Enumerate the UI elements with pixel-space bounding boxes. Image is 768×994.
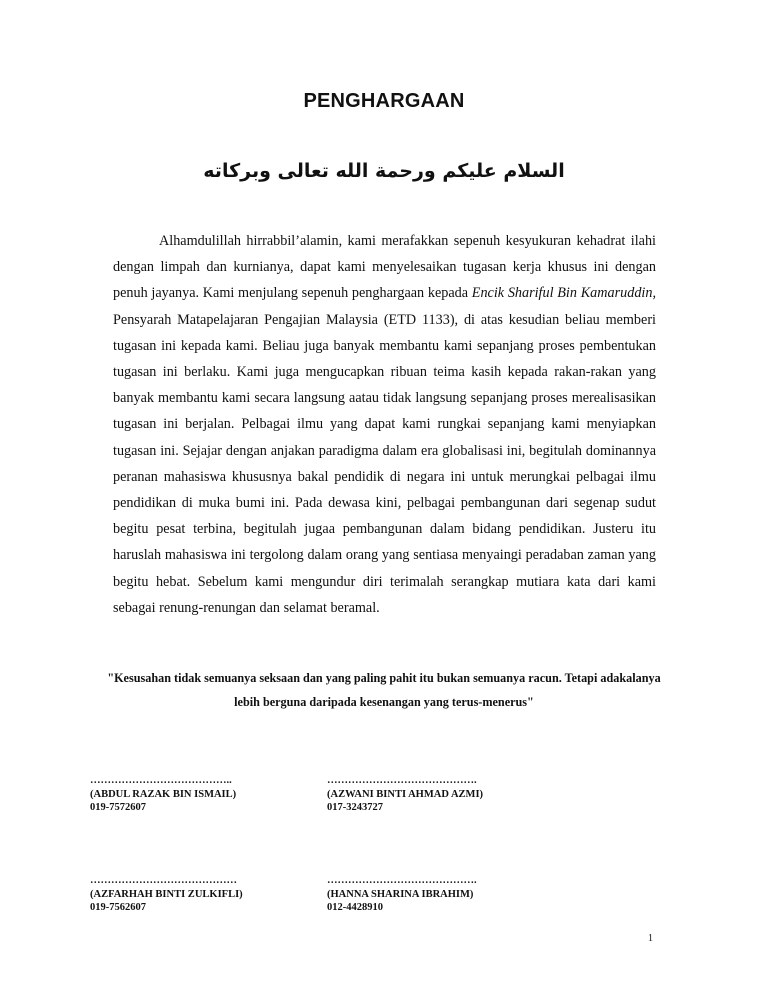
acknowledgement-paragraph xyxy=(113,228,656,621)
page-number: 1 xyxy=(648,933,653,944)
signatory-name: (AZWANI BINTI AHMAD AZMI) xyxy=(327,788,484,800)
arabic-greeting: السلام عليكم ورحمة الله تعالى وبركاته xyxy=(203,160,565,182)
signature-line: ……………………………………. xyxy=(327,775,477,786)
signature-block xyxy=(90,874,243,915)
signatory-phone: 017-3243727 xyxy=(327,802,383,813)
signature-block xyxy=(327,774,483,815)
signatory-phone: 019-7572607 xyxy=(90,802,146,813)
page-title: PENGHARGAAN xyxy=(303,90,465,112)
signatory-name: (ABDUL RAZAK BIN ISMAIL) xyxy=(90,788,237,800)
quote-text: "Kesusahan tidak semuanya seksaan dan yang paling pahit itu bukan semuanya racun. Tetapi adakalanya lebih berguna daripada kesenangan yang terus-menerus" xyxy=(107,671,661,709)
paragraph-rest-text: Pensyarah Matapelajaran Pengajian Malaysia (ETD 1133), di atas kesudian beliau memberi tugasan ini kepada kami. Beliau juga banyak membantu kami sepanjang proses pembentukan tugasan ini berlaku. Kami juga mengucapkan ribuan teima kasih kepada rakan-rakan yang banyak membantu kami secara langsung aatau tidak langsung sepanjang proses merealisasikan tugasan ini berjalan. Pelbagai ilmu yang dapat kami rungkai sepanjang kami menyiapkan tugasan ini. Sejajar dengan anjakan paradigma dalam era globalisasi ini, begitulah dominannya peranan mahasiswa khususnya bakal pendidik di negara ini untuk merungkai pelbagai ilmu pendidikan di muka bumi ini. Pada dewasa kini, pelbagai pembangunan dari segenap sudut begitu pesat terbina, begitulah jugaa pembangunan dalam bidang pendidikan. Justeru itu haruslah mahasiswa ini tergolong dalam orang yang sentiasa menyaingi peradaban zaman yang begitu hebat. Sebelum kami mengundur diri terimalah serangkap mutiara kata dari kami sebagai renung-renungan dan selamat beramal. xyxy=(113,311,656,616)
signatory-name: (HANNA SHARINA IBRAHIM) xyxy=(327,888,474,900)
signature-line: ………………………………….. xyxy=(90,775,232,786)
signature-block xyxy=(90,774,236,815)
signature-line: …………………………………… xyxy=(90,875,237,886)
signatory-phone: 019-7562607 xyxy=(90,902,146,913)
paragraph-intro-text: Alhamdulillah hirrabbil’alamin, kami merafakkan sepenuh kesyukuran kehadrat ilahi dengan limpah dan kurnianya, dapat kami menyelesaikan tugasan kerja khusus ini dengan penuh jayanya. Kami menjulang sepenuh penghargaan kepada xyxy=(113,233,656,302)
signatory-name: (AZFARHAH BINTI ZULKIFLI) xyxy=(90,888,243,900)
signatory-phone: 012-4428910 xyxy=(327,902,383,913)
signature-block xyxy=(327,874,477,915)
lecturer-name: Encik Shariful Bin Kamaruddin, xyxy=(471,285,656,302)
signature-line: ……………………………………. xyxy=(327,875,477,886)
